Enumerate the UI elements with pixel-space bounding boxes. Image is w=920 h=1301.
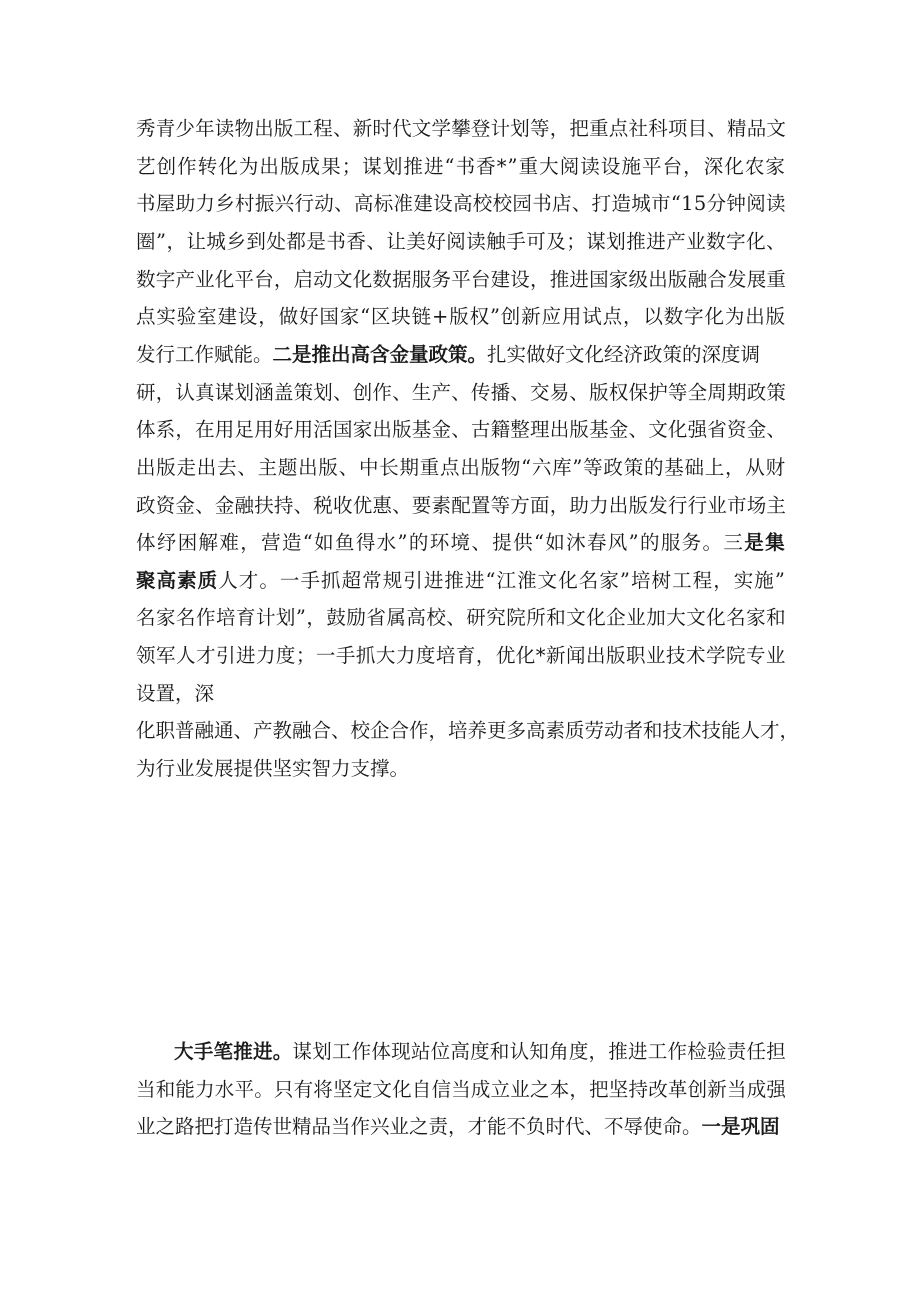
text-line: [136, 117, 786, 141]
text-line: [136, 1078, 786, 1102]
bold-text-run: 大手笔推进。: [174, 1040, 293, 1063]
bold-text-run: 一是巩固: [701, 1115, 780, 1139]
text-run: 发行工作赋能。: [136, 342, 273, 366]
text-run: 为行业发展提供坚实智力支撑。: [136, 757, 410, 781]
text-line: [136, 268, 786, 292]
text-line: [136, 719, 799, 743]
text-line: [174, 1040, 786, 1064]
text-line: [136, 531, 786, 555]
text-run: 业之路把打造传世精品当作兴业之责，才能不负时代、不辱使命。: [136, 1115, 702, 1139]
text-line: [136, 305, 786, 329]
text-run: 艺创作转化为出版成果；谋划推进“书香*”重大阅读设施平台，深化农家: [136, 154, 786, 178]
text-line: [136, 381, 786, 405]
text-run: 点实验室建设，做好国家“区块链+版权”创新应用试点，以数字化为出版: [136, 305, 786, 329]
text-run: 出版走出去、主题出版、中长期重点出版物“六库”等政策的基础上，从财: [136, 455, 786, 479]
text-run: 化职普融通、产教融合、校企合作，培养更多高素质劳动者和技术技能人才，: [136, 719, 800, 743]
text-line: [136, 757, 409, 781]
bold-text-run: 是集: [744, 531, 786, 555]
text-run: 书屋助力乡村振兴行动、高标准建设高校校园书店、打造城市“15分钟阅读: [136, 192, 786, 216]
text-run: 体纾困解难，营造“如鱼得水”的环境、提供“如沐春风”的服务。三: [136, 531, 745, 555]
text-run: 政资金、金融扶持、税收优惠、要素配置等方面，助力出版发行行业市场主: [136, 493, 787, 517]
text-run: 人才。一手抓超常规引进推进“江淮文化名家”培树工程，实施”: [218, 568, 786, 592]
text-run: 扎实做好文化经济政策的深度调: [487, 342, 761, 366]
text-run: 设置，深: [136, 681, 215, 705]
text-line: [136, 494, 786, 518]
text-line: [136, 192, 786, 216]
text-line: [136, 606, 786, 630]
text-line: [136, 682, 214, 706]
text-line: [136, 569, 786, 593]
text-line: [136, 230, 786, 254]
text-run: 秀青少年读物出版工程、新时代文学攀登计划等，把重点社科项目、精品文: [136, 117, 787, 140]
bold-text-run: 聚高素质: [136, 568, 219, 592]
text-line: [136, 343, 760, 367]
text-line: [136, 456, 786, 480]
text-line: [136, 155, 786, 179]
text-line: [136, 1115, 780, 1139]
bold-text-run: 二是推出高含金量政策。: [272, 342, 488, 366]
text-run: 领军人才引进力度；一手抓大力度培育，优化*新闻出版职业技术学院专业: [136, 644, 786, 668]
text-run: 当和能力水平。只有将坚定文化自信当成立业之本，把坚持改革创新当成强: [136, 1077, 787, 1101]
text-run: 体系，在用足用好用活国家出版基金、古籍整理出版基金、文化强省资金、: [136, 418, 787, 442]
text-run: 名家名作培育计划”，鼓励省属高校、研究院所和文化企业加大文化名家和: [136, 606, 787, 630]
text-line: [136, 418, 786, 442]
text-run: 圈”，让城乡到处都是书香、让美好阅读触手可及；谋划推进产业数字化、: [136, 229, 787, 253]
text-line: [136, 644, 786, 668]
text-run: 研，认真谋划涵盖策划、创作、生产、传播、交易、版权保护等全周期政策: [136, 380, 787, 404]
text-run: 谋划工作体现站位高度和认知角度，推进工作检验责任担: [292, 1040, 786, 1063]
text-run: 数字产业化平台，启动文化数据服务平台建设，推进国家级出版融合发展重: [136, 267, 787, 291]
